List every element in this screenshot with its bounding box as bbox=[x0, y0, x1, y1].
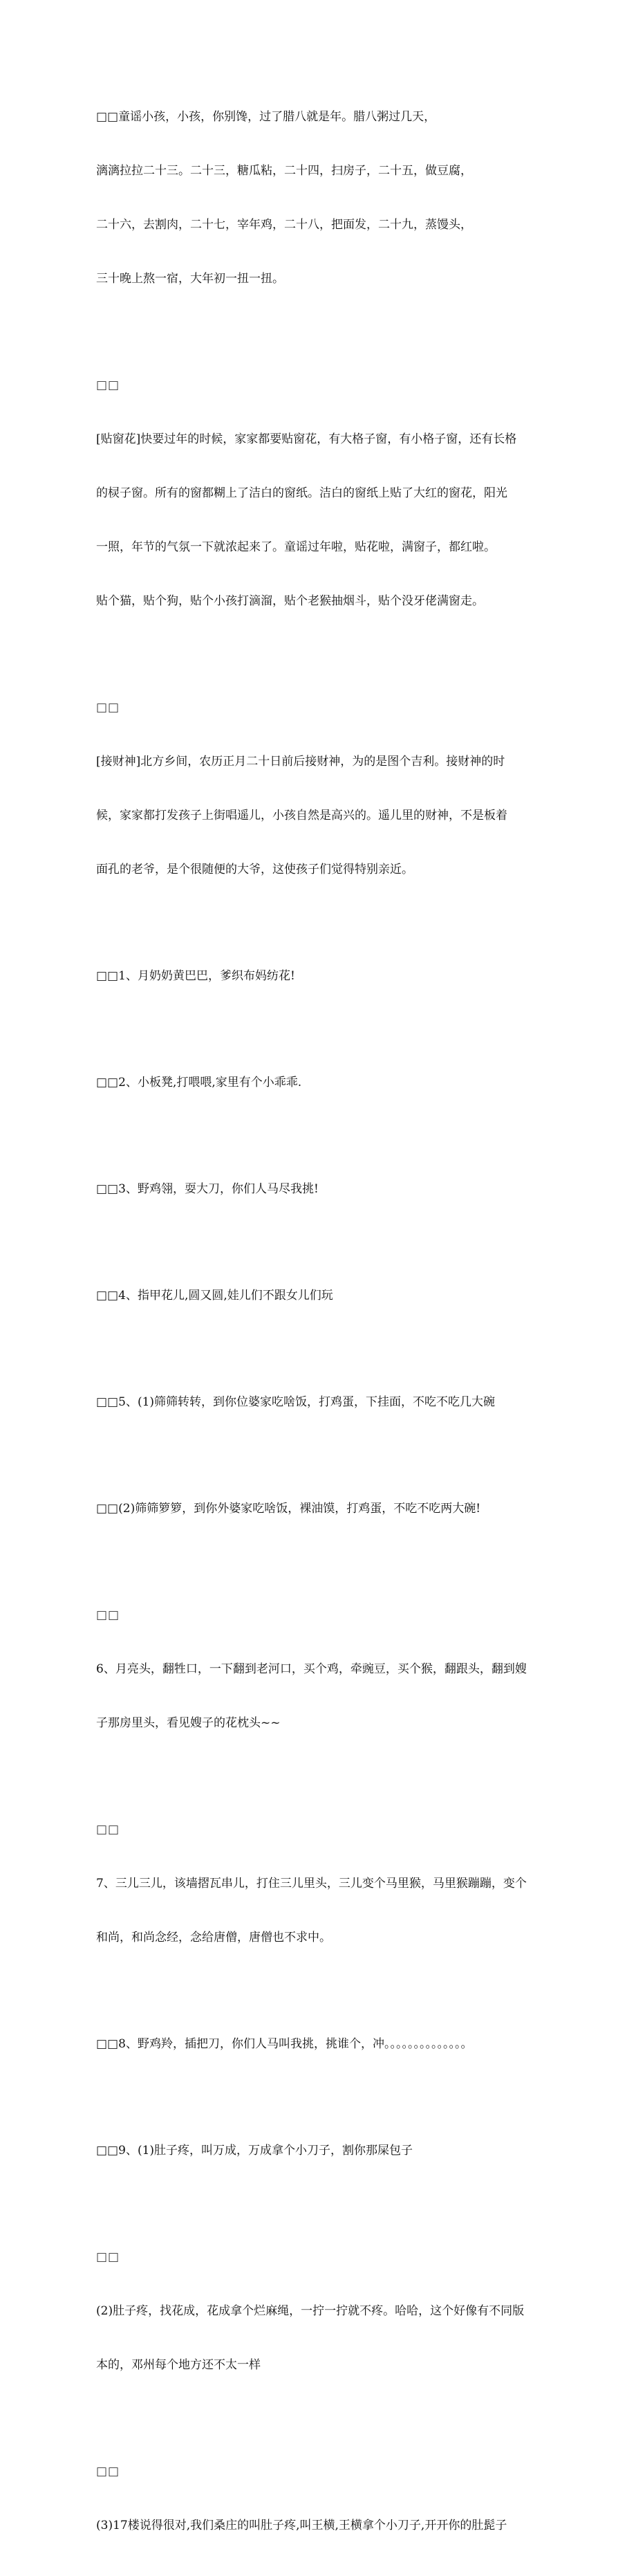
text-line: 和尚，和尚念经，念给唐僧，唐僧也不求中。 bbox=[96, 1931, 331, 1944]
text-line: 贴个猫，贴个狗，贴个小孩打滴溜，贴个老猴抽烟斗，贴个没牙佬满窗走。 bbox=[96, 594, 484, 608]
rhyme-item-4 bbox=[96, 1251, 545, 1341]
window-flower-paragraph bbox=[96, 340, 545, 646]
rhyme-item-2 bbox=[96, 1038, 545, 1128]
text-line: 面孔的老爷，是个很随便的大爷，这使孩子们觉得特别亲近。 bbox=[96, 863, 413, 876]
text-line: 候，家家都打发孩子上街唱遥儿，小孩自然是高兴的。遥儿里的财神，不是板着 bbox=[96, 809, 507, 822]
placeholder-glyphs: □□ bbox=[96, 2465, 120, 2478]
text-line: 漓漓拉拉二十三。二十三，糖瓜粘，二十四，扫房子，二十五，做豆腐， bbox=[96, 164, 472, 178]
document-page bbox=[96, 72, 545, 2576]
rhyme-item-5b bbox=[96, 1464, 545, 1554]
text-line: 三十晚上熬一宿，大年初一扭一扭。 bbox=[96, 272, 284, 286]
text-line: (3)17楼说得很对,我们桑庄的叫肚子疼,叫王横,王横拿个小刀子,开开你的肚髭子 bbox=[96, 2519, 507, 2532]
placeholder-glyphs: □□ bbox=[96, 378, 120, 392]
text-line: □□1、月奶奶黄巴巴，爹织布妈纺花! bbox=[96, 969, 295, 983]
text-line: 的棂子窗。所有的窗都糊上了洁白的窗纸。洁白的窗纸上贴了大红的窗花，阳光 bbox=[96, 486, 507, 500]
text-line: 子那房里头，看见嫂子的花枕头~~ bbox=[96, 1716, 281, 1730]
text-line: □□3、野鸡翎，耍大刀，你们人马尽我挑! bbox=[96, 1182, 319, 1196]
text-line: □□(2)筛筛箩箩，到你外婆家吃啥饭，裸油馍，打鸡蛋，不吃不吃两大碗! bbox=[96, 1502, 481, 1516]
text-line: □□9、(1)肚子疼，叫万成，万成拿个小刀子，割你那屎包子 bbox=[96, 2144, 413, 2158]
placeholder-glyphs: □□ bbox=[96, 1823, 120, 1837]
rhyme-item-9b bbox=[96, 2212, 545, 2410]
placeholder-glyphs: □□ bbox=[96, 2250, 120, 2264]
text-line: 7、三儿三儿，该墙摺瓦串儿，打住三儿里头，三儿变个马里猴，马里猴蹦蹦，变个 bbox=[96, 1877, 527, 1890]
rhyme-item-9a bbox=[96, 2106, 545, 2196]
placeholder-glyphs: □□ bbox=[96, 701, 120, 715]
text-line: □□5、(1)筛筛转转，到你位婆家吃啥饭，打鸡蛋，下挂面，不吃不吃几大碗 bbox=[96, 1395, 496, 1409]
rhyme-item-8 bbox=[96, 1999, 545, 2089]
wealth-god-paragraph bbox=[96, 663, 545, 914]
text-line: □□8、野鸡羚，插把刀，你们人马叫我挑，挑谁个，冲。。。。。。。。。。。。。。 bbox=[96, 2037, 473, 2051]
rhyme-item-7 bbox=[96, 1785, 545, 1982]
rhyme-item-6 bbox=[96, 1570, 545, 1768]
text-line: 二十六，去割肉，二十七，宰年鸡，二十八，把面发，二十九，蒸馒头， bbox=[96, 218, 472, 232]
text-line: 6、月亮头，翻牲口，一下翻到老河口，买个鸡，牵豌豆，买个猴，翻跟头，翻到嫂 bbox=[96, 1662, 527, 1676]
rhyme-intro-paragraph bbox=[96, 72, 545, 324]
text-line: 一照，年节的气氛一下就浓起来了。童谣过年啦，贴花啦，满窗子，都红啦。 bbox=[96, 540, 496, 554]
text-line: (2)肚子疼，找花成，花成拿个烂麻绳，一拧一拧就不疼。哈哈，这个好像有不同版 bbox=[96, 2304, 525, 2318]
rhyme-item-5a bbox=[96, 1357, 545, 1447]
text-line: 本的，邓州每个地方还不太一样 bbox=[96, 2358, 261, 2372]
rhyme-item-1 bbox=[96, 931, 545, 1021]
rhyme-item-9c bbox=[96, 2427, 545, 2570]
placeholder-glyphs: □□ bbox=[96, 1608, 120, 1622]
text-line: □□2、小板凳,打喂喂,家里有个小乖乖. bbox=[96, 1076, 302, 1089]
text-line: [接财神]北方乡间，农历正月二十日前后接财神，为的是图个吉利。接财神的时 bbox=[96, 755, 505, 769]
text-line: □□4、指甲花儿,圆又圆,娃儿们不跟女儿们玩 bbox=[96, 1289, 333, 1303]
rhyme-item-3 bbox=[96, 1144, 545, 1234]
text-line: □□童谣小孩，小孩，你别馋，过了腊八就是年。腊八粥过几天， bbox=[96, 110, 436, 124]
text-line: [贴窗花]快要过年的时候，家家都要贴窗花，有大格子窗，有小格子窗，还有长格 bbox=[96, 432, 517, 446]
